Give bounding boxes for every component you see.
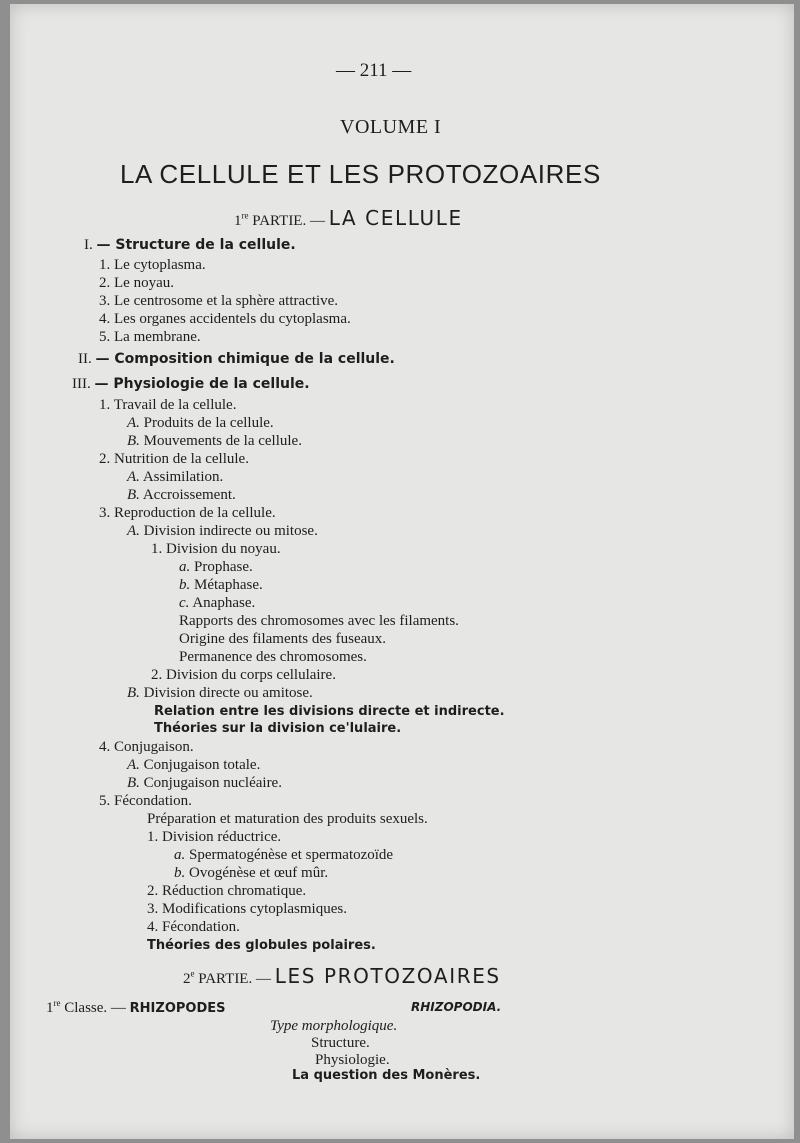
section-3-title: — Physiologie de la cellule. [94, 376, 310, 392]
classe-number: 1 [46, 1000, 54, 1016]
list-item: Théories des globules polaires. [147, 938, 376, 953]
list-item: Théories sur la division ce'lulaire. [154, 721, 402, 736]
list-item: 4. Conjugaison. [99, 739, 194, 755]
list-item: Structure. [311, 1035, 370, 1051]
list-item: A. Division indirecte ou mitose. [127, 523, 318, 539]
list-item: Type morphologique. [270, 1018, 398, 1034]
list-item: 3. Le centrosome et la sphère attractive. [99, 293, 339, 309]
part-1-number: 1 [234, 213, 242, 229]
part-2-ordinal: e [190, 968, 195, 979]
list-item: La question des Monères. [292, 1068, 481, 1083]
list-item: A. Produits de la cellule. [127, 415, 274, 431]
classe-ordinal: re [53, 998, 61, 1008]
section-1-heading [84, 237, 296, 254]
list-item: B. Accroissement. [127, 487, 236, 503]
list-item: Permanence des chromosomes. [179, 649, 367, 665]
list-item: 2. Le noyau. [99, 275, 174, 291]
list-item: a. Prophase. [179, 559, 253, 575]
list-item: 3. Reproduction de la cellule. [99, 505, 276, 521]
volume-heading: VOLUME I [340, 116, 442, 138]
section-2-heading [78, 351, 395, 368]
list-item: c. Anaphase. [179, 595, 256, 611]
list-item: Relation entre les divisions directe et indirecte. [154, 704, 505, 719]
list-item: 5. Fécondation. [99, 793, 192, 809]
list-item: 2. Nutrition de la cellule. [99, 451, 249, 467]
classe-name: RHIZOPODES [129, 1001, 226, 1016]
page-number: — 211 — [336, 60, 412, 81]
section-3-heading [72, 376, 310, 393]
list-item: a. Spermatogénèse et spermatozoïde [174, 847, 394, 863]
list-item: 1. Division du noyau. [151, 541, 281, 557]
part-1-ordinal: re [241, 210, 249, 221]
list-item: A. Assimilation. [127, 469, 224, 485]
list-item: 3. Modifications cytoplasmiques. [147, 901, 347, 917]
list-item: B. Division directe ou amitose. [127, 685, 313, 701]
part-1-name: LA CELLULE [328, 206, 463, 230]
document-page [10, 4, 794, 1139]
classe-latin-name: RHIZOPODIA. [411, 1000, 502, 1014]
classe-heading [46, 998, 226, 1017]
list-item: 2. Division du corps cellulaire. [151, 667, 336, 683]
list-item: Physiologie. [315, 1052, 390, 1068]
section-2-title: — Composition chimique de la cellule. [95, 351, 395, 367]
part-2-heading [183, 964, 501, 988]
list-item: 1. Travail de la cellule. [99, 397, 237, 413]
part-2-prefix: PARTIE. — [194, 971, 275, 987]
section-1-title: — Structure de la cellule. [96, 237, 296, 253]
list-item: 1. Le cytoplasma. [99, 257, 206, 273]
part-1-prefix: PARTIE. — [248, 213, 329, 229]
section-1-number: I. [84, 237, 93, 253]
list-item: 4. Fécondation. [147, 919, 240, 935]
list-item: 5. La membrane. [99, 329, 201, 345]
list-item: b. Métaphase. [179, 577, 263, 593]
list-item: A. Conjugaison totale. [127, 757, 261, 773]
list-item: Préparation et maturation des produits sexuels. [147, 811, 428, 827]
list-item: 1. Division réductrice. [147, 829, 282, 845]
list-item: 2. Réduction chromatique. [147, 883, 307, 899]
part-2-number: 2 [183, 971, 191, 987]
list-item: B. Conjugaison nucléaire. [127, 775, 282, 791]
part-2-name: LES PROTOZOAIRES [274, 964, 501, 988]
part-1-heading [234, 206, 463, 230]
section-3-number: III. [72, 376, 91, 392]
document-title: LA CELLULE ET LES PROTOZOAIRES [120, 159, 601, 189]
list-item: 4. Les organes accidentels du cytoplasma. [99, 311, 351, 327]
section-2-number: II. [78, 351, 92, 367]
list-item: Rapports des chromosomes avec les filaments. [179, 613, 459, 629]
list-item: B. Mouvements de la cellule. [127, 433, 302, 449]
list-item: b. Ovogénèse et œuf mûr. [174, 865, 329, 881]
classe-label: Classe. — [60, 1000, 130, 1016]
list-item: Origine des filaments des fuseaux. [179, 631, 387, 647]
